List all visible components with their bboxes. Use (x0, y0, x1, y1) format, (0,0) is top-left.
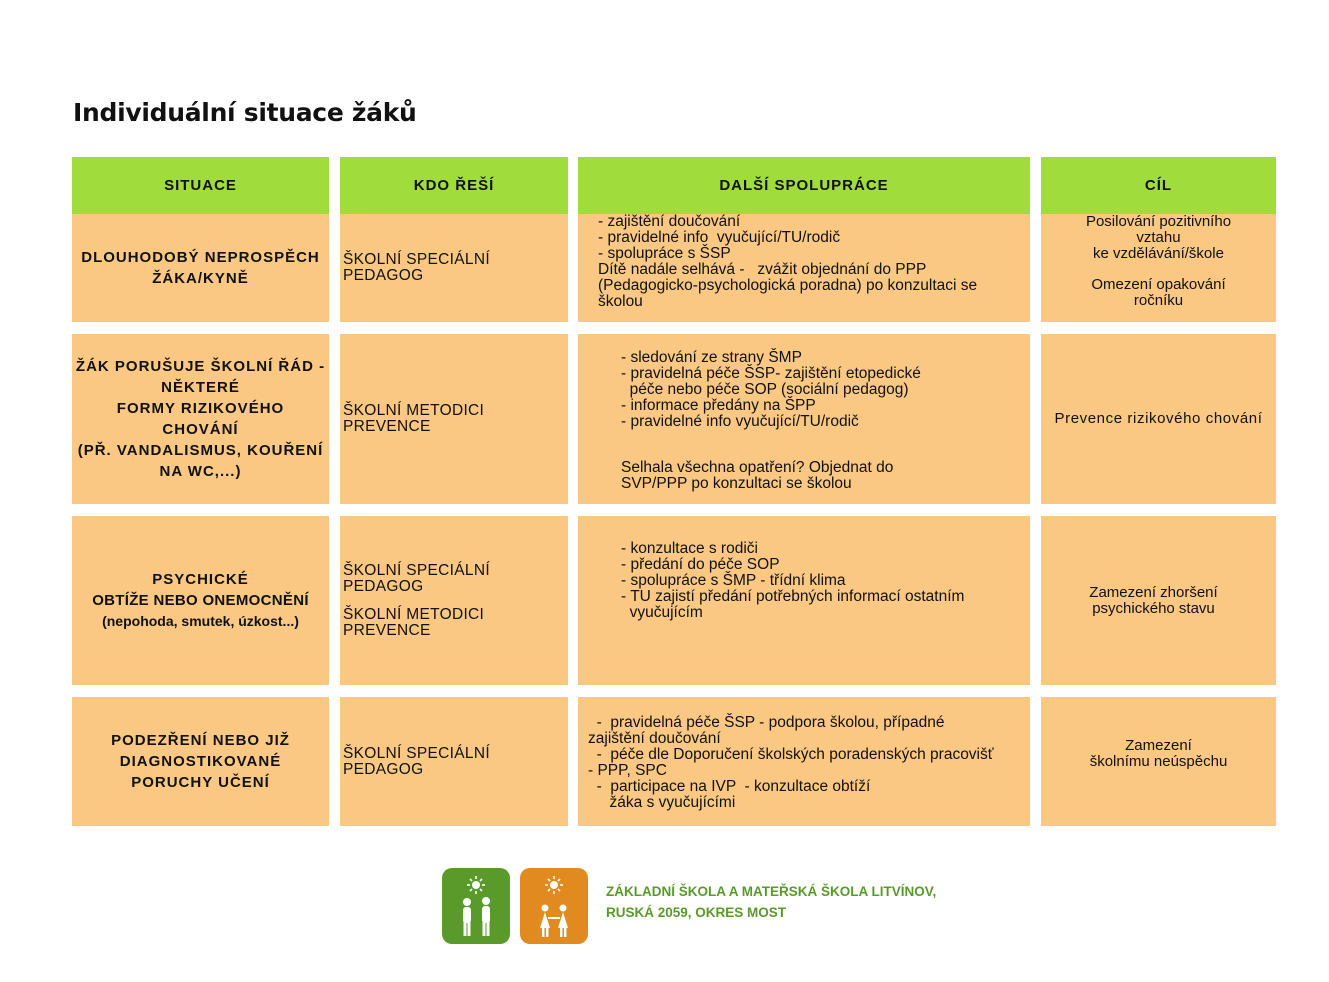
row1-situation: DLOUHODOBÝ NEPROSPĚCH ŽÁKA/KYNĚ (72, 214, 329, 322)
row1-cooperation: - zajištění doučování - pravidelné info vyučující/TU/rodič - spolupráce s ŠSP Dítě nadále selhává - zvážit objednání do PPP (Pedagogicko-psychologická poradna) po konzultaci se školou (578, 214, 1030, 322)
school-logo-children-icon (520, 868, 588, 944)
row1-goal: Posilování pozitivního vztahu ke vzdělávání/škole Omezení opakování ročníku (1041, 214, 1276, 322)
page-title: Individuální situace žáků (73, 98, 417, 127)
header-cooperation: DALŠÍ SPOLUPRÁCE (578, 157, 1030, 214)
row2-situation: ŽÁK PORUŠUJE ŠKOLNÍ ŘÁD - NĚKTERÉ FORMY RIZIKOVÉHO CHOVÁNÍ (PŘ. VANDALISMUS, KOUŘENÍ NA WC,...) (72, 334, 329, 504)
header-situation: SITUACE (72, 157, 329, 214)
row4-who: ŠKOLNÍ SPECIÁLNÍ PEDAGOG (340, 697, 568, 826)
row4-situation: PODEZŘENÍ NEBO JIŽ DIAGNOSTIKOVANÉ PORUCHY UČENÍ (72, 697, 329, 826)
row2-goal: Prevence rizikového chování (1041, 334, 1276, 504)
school-logo-adults-icon (442, 868, 510, 944)
row4-goal: Zamezení školnímu neúspěchu (1041, 697, 1276, 826)
row3-situation: PSYCHICKÉ OBTÍŽE NEBO ONEMOCNĚNÍ (nepohoda, smutek, úzkost...) (72, 516, 329, 685)
school-name: ZÁKLADNÍ ŠKOLA A MATEŘSKÁ ŠKOLA LITVÍNOV, RUSKÁ 2059, OKRES MOST (606, 884, 937, 920)
row3-who: ŠKOLNÍ SPECIÁLNÍ PEDAGOG ŠKOLNÍ METODICI PREVENCE (340, 516, 568, 685)
row2-who: ŠKOLNÍ METODICI PREVENCE (340, 334, 568, 504)
row4-cooperation: - pravidelná péče ŠSP - podpora školou, případné zajištění doučování - péče dle Doporučení školských poradenských pracovišť - PPP, SPC - participace na IVP - konzultace obtíží žáka s vyučujícími (578, 697, 1030, 826)
header-goal: CÍL (1041, 157, 1276, 214)
row2-cooperation: - sledování ze strany ŠMP - pravidelná péče ŠSP- zajištění etopedické péče nebo péče SOP (sociální pedagog) - informace předány na ŠPP - pravidelné info vyučující/TU/rodič Selhala všechna opatření? Objednat do SVP/PPP po konzultaci se školou (578, 334, 1030, 504)
row3-goal: Zamezení zhoršení psychického stavu (1041, 516, 1276, 685)
row3-cooperation: - konzultace s rodiči - předání do péče SOP - spolupráce s ŠMP - třídní klima - TU zajistí předání potřebných informací ostatním vyučujícím (578, 516, 1030, 685)
header-who: KDO ŘEŠÍ (340, 157, 568, 214)
row1-who: ŠKOLNÍ SPECIÁLNÍ PEDAGOG (340, 214, 568, 322)
